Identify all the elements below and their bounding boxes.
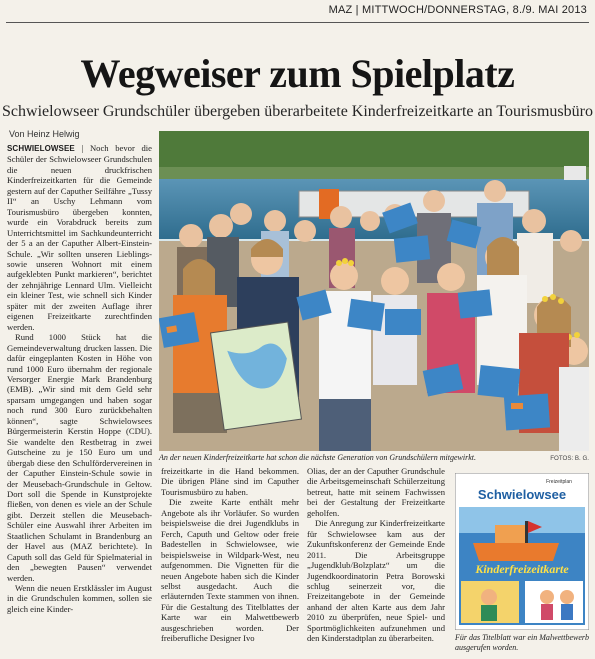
dateline: SCHWIELOWSEE bbox=[7, 144, 75, 153]
paragraph-text: Noch bevor die Schüler der Schwielowseer Grundschulen die neuen druckfrischen Kinderfreizeitkarten für die Gemeinde gestern auf der Caputher Seilfähre „Tussy II“ an Uschy Lehmann vom Tourismusbüro übergeben konnten, wurde ein Vorabdruck bereits zum Unterrichtsmittel im Sachkundeunterricht der 5 a an der Caputher Albert-Einstein-Schule. „Wir sollten unseren Lieblings- sowie unseren Wohnort mit einem aufgeklebten Punkt markieren“, berichtet der zehnjährige Lennard Ulm. Vielleicht ein kleiner Test, wie schnell sich Kinder später mit der zweiten Auflage ihrer eigenen Freizeitkarte zurechtfinden werden. bbox=[7, 143, 152, 332]
subheadline: Schwielowseer Grundschüler übergeben überarbeitete Kinderfreizeitkarte an Tourismusbüro bbox=[2, 103, 593, 120]
map-cover-image bbox=[455, 473, 589, 630]
article-column-3 bbox=[307, 466, 445, 656]
publication-header: MAZ | MITTWOCH/DONNERSTAG, 8./9. MAI 2013 bbox=[328, 4, 587, 16]
paragraph: freizeitkarte in die Hand bekommen. Die übrigen Pläne sind im Caputher Tourismusbüro zu haben. bbox=[161, 466, 299, 497]
held-map bbox=[211, 322, 302, 430]
cover-title: Schwielowsee bbox=[477, 487, 567, 502]
paragraph: Wenn die neuen Erstklässler im August in die Grundschulen kommen, sollen sie gleich eine Kinder- bbox=[7, 583, 152, 614]
group-photo-image bbox=[159, 131, 589, 451]
headline: Wegweiser zum Spielplatz bbox=[80, 51, 515, 96]
paragraph: Rund 1000 Stück hat die Gemeindeverwaltung drucken lassen. Die dafür eingeplanten Kosten in Höhe von rund 1000 Euro übernahm der regionale Versorger Energie Mark Brandenburg (EMB). „Wir sind mit dem Geld sehr sparsam umgegangen und haben sogar noch rund 300 Euro zurückbehalten können“, sagte Schwielowsees Bürgermeisterin Kerstin Hoppe (CDU). Sie wandelte den Restbetrag in zwei Gutscheine zu je 150 Euro um und übergab diese den Schulfördervereinen in der Caputher Einstein-Schule sowie in der Meusebach-Grundschule in Geltow. Dort soll die Spende in Kunstprojekte fließen, von denen es viele an der Schule gibt. Derzeit stellen die Meusebach-Schüler eine Auswahl ihrer Arbeiten im Staatlichen Schulamt in Brandenburg an der Havel aus (MAZ berichtete). In Caputh soll das Geld für Spielmaterial in den „bewegten Pausen“ verwendet werden. bbox=[7, 332, 152, 583]
cover-small-title: Freizeitplan bbox=[546, 479, 572, 485]
cover-map-title: Kinderfreizeitkarte bbox=[475, 562, 569, 576]
photo-credit: FOTOS: B. G. bbox=[550, 455, 589, 462]
article-column-1 bbox=[7, 143, 152, 655]
group-photo bbox=[159, 131, 589, 451]
paragraph: SCHWIELOWSEE | Noch bevor die Schüler der Schwielowseer Grundschulen die neuen druckfrischen Kinderfreizeitkarten für die Gemeinde gestern auf der Caputher Seilfähre „Tussy II“ an Uschy Lehmann vom Tourismusbüro übergeben konnten, wurde ein Vorabdruck bereits zum Unterrichtsmittel im Sachkundeunterricht der 5 a an der Caputher Albert-Einstein-Schule. „Wir sollten unseren Lieblings- sowie unseren Wohnort mit einem aufgeklebten Punkt markieren“, berichtet der zehnjährige Lennard Ulm. Vielleicht ein kleiner Test, wie schnell sich Kinder später mit der zweiten Auflage ihrer eigenen Freizeitkarte zurechtfinden werden. bbox=[7, 143, 152, 332]
photo-caption: An der neuen Kinderfreizeitkarte hat schon die nächste Generation von Grundschülern mitgewirkt. bbox=[159, 453, 476, 462]
header-rule bbox=[6, 22, 589, 23]
paragraph: Die zweite Karte enthält mehr Angebote als ihr Vorläufer. So wurden beispielsweise die drei Jugendklubs in Ferch, Caputh und Geltow oder freie Badestellen in Schwielowsee, wie beispielsweise in Wildpark-West, neu aufgenommen. Die Vignetten für die neuen Angebote haben sich die Kinder selbst ausgedacht. Auch die erläuternden Texte stammen von ihnen. Für die Gestaltung des Titelblattes der Karte war ein Malwettbewerb ausgeschrieben worden. Der freiberufliche Designer Ivo bbox=[161, 497, 299, 644]
paragraph: Die Anregung zur Kinderfreizeitkarte für Schwielowsee kam aus der Zukunftskonferenz der Gemeinde Ende 2011. Die Arbeitsgruppe „Jugendklub/Bolzplatz“ um die Jugendkoordinatorin Petra Borowski schlug seinerzeit vor, die Freizeitangebote in der Gemeinde anhand der alten Karte aus dem Jahr 2010 zu überprüfen, neue Spiel- und Sportmöglichkeiten aufzunehmen und den Kinderstadtplan zu überarbeiten. bbox=[307, 518, 445, 644]
paragraph: Olias, der an der Caputher Grundschule die Arbeitsgemeinschaft Schülerzeitung betreut, hatte mit seinem Fachwissen bei der Gestaltung der Freizeitkarte geholfen. bbox=[307, 466, 445, 518]
article-column-2 bbox=[161, 466, 299, 656]
byline: Von Heinz Helwig bbox=[9, 129, 80, 139]
cover-caption: Für das Titelblatt war ein Malwettbewerb ausgerufen worden. bbox=[455, 633, 589, 652]
map-cover-drawing bbox=[455, 473, 589, 630]
